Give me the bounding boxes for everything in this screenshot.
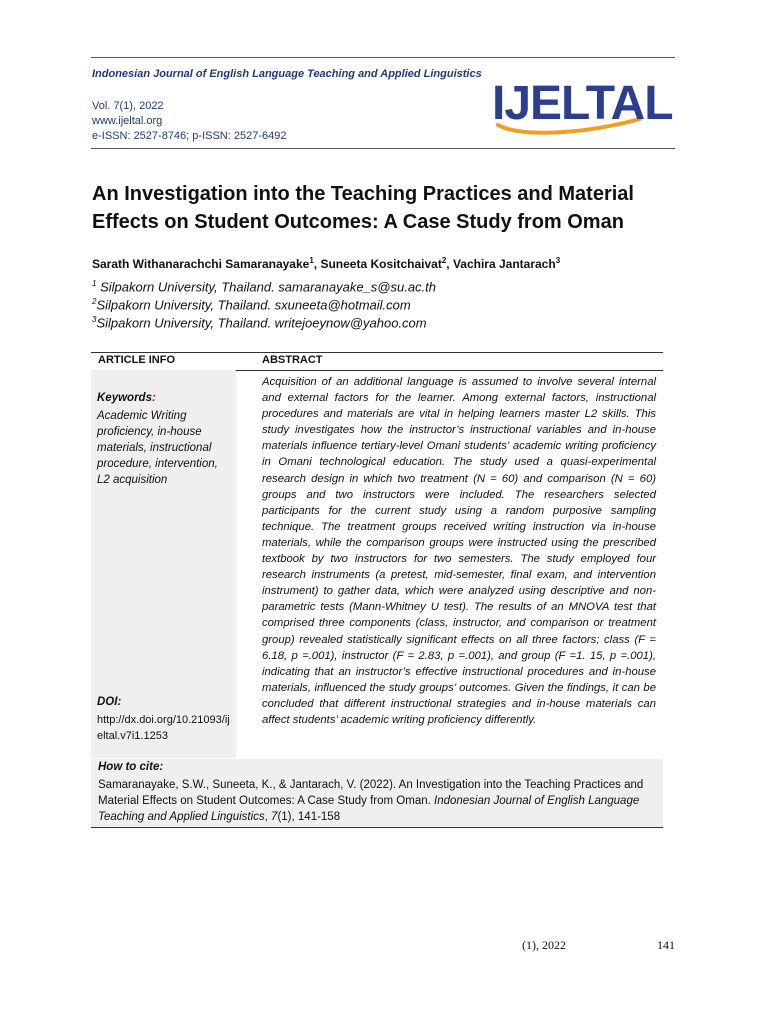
keywords-colon: : [151, 392, 156, 404]
affiliation-text: Silpakorn University, Thailand. samaranayake_s@su.ac.th [96, 279, 437, 295]
affiliation-sup: 1 [92, 279, 97, 288]
author-name: Vachira Jantarach [452, 257, 556, 271]
article-info-header: ARTICLE INFO [98, 354, 175, 366]
abstract-header: ABSTRACT [262, 354, 323, 366]
affiliation-sup: 2 [92, 297, 97, 306]
author-sup: 3 [555, 256, 561, 265]
citation-journal: Indonesian Journal of English Language Teaching and Applied Linguistics [98, 795, 640, 823]
author-name: Sarath Withanarachchi Samaranayake [92, 257, 310, 271]
header-bottom-rule [91, 148, 675, 149]
journal-website[interactable]: www.ijeltal.org [92, 115, 163, 127]
info-table-header [91, 352, 663, 371]
journal-volume: Vol. 7(1), 2022 [92, 100, 164, 112]
article-info-panel [91, 370, 236, 758]
header-top-rule [91, 57, 675, 58]
affiliation-3 [92, 315, 427, 330]
author-sup: 1 [309, 256, 314, 265]
author-sep: , [446, 257, 453, 271]
keywords-label [97, 392, 156, 404]
citation-pages: (1), 141-158 [277, 811, 341, 823]
author-sup: 2 [441, 256, 447, 265]
doi-label: DOI: [97, 696, 122, 708]
page-number: 141 [657, 938, 675, 952]
affiliation-text: Silpakorn University, Thailand. sxuneeta@hotmail.com [96, 297, 411, 313]
citation-sep: , [264, 811, 272, 823]
keywords-label-text: Keywords [97, 392, 152, 404]
affiliation-text: Silpakorn University, Thailand. writejoeynow@yahoo.com [96, 315, 427, 331]
journal-issn: e-ISSN: 2527-8746; p-ISSN: 2527-6492 [92, 130, 287, 142]
author-list [92, 256, 560, 271]
citation-text [98, 777, 658, 825]
svg-text:IJELTAL: IJELTAL [492, 77, 673, 130]
affiliation-1 [92, 279, 436, 294]
citation-label: How to cite: [98, 761, 164, 773]
doi-link[interactable]: http://dx.doi.org/10.21093/ijeltal.v7i1.1253 [97, 714, 230, 742]
citation-volume: 7 [271, 811, 278, 823]
author-sep: , [313, 257, 321, 271]
citation-main: Samaranayake, S.W., Suneeta, K., & Jantarach, V. (2022). An Investigation into the Teaching Practices and Material Effects on Student Outcomes: A Case Study from Oman. [98, 779, 644, 807]
footer-issue: (1), 2022 [522, 938, 566, 952]
affiliation-sup: 3 [92, 315, 97, 324]
journal-name: Indonesian Journal of English Language Teaching and Applied Linguistics [92, 68, 482, 80]
citation-box [91, 759, 663, 828]
article-title: An Investigation into the Teaching Practices and Material Effects on Student Outcomes: A Case Study from Oman [92, 183, 634, 233]
keywords-text: Academic Writing proficiency, in-house materials, instructional procedure, intervention, L2 acquisition [97, 410, 218, 486]
affiliation-2 [92, 297, 411, 312]
ijeltal-logo [490, 73, 675, 137]
author-name: Suneeta Kositchaivat [320, 257, 442, 271]
abstract-text: Acquisition of an additional language is assumed to involve several internal and external factors for the learner. Among external factors, instructional procedures and materials are vital in helping learners master L2 skills. This study investigates how the instructor’s instructional variables and in-house materials influence tertiary-level Omani students’ academic writing proficiency in Omani technological education. The study used a quasi-experimental research design in which two treatment (N = 60) and comparison (N = 60) groups and two instructors were included. The researchers selected participants for the current study using a random purposive sampling technique. The treatment groups received writing instruction via in-house materials, while the comparison groups were instructed using the prescribed textbook by two instructors for two semesters. The study employed four research instruments (a pretest, mid-semester, final exam, and intervention instrument) to gather data, which were analyzed using descriptive and non-parametric tests (Mann-Whitney U test). The results of an MNOVA test that comprised three components (class, instructor, and comparison or treatment group) revealed statistically significant effects on all three factors; class (F = 6.18, p =.001), instructor (F = 2.83, p =.001), and group (F =1. 15, p =.001), indicating that an instructor’s effective instructional procedures and in-house materials, influenced the study groups’ outcomes. Given the findings, it can be concluded that different instructional strategies and in-house materials can affect students’ academic writing proficiency differently. [262, 376, 656, 726]
